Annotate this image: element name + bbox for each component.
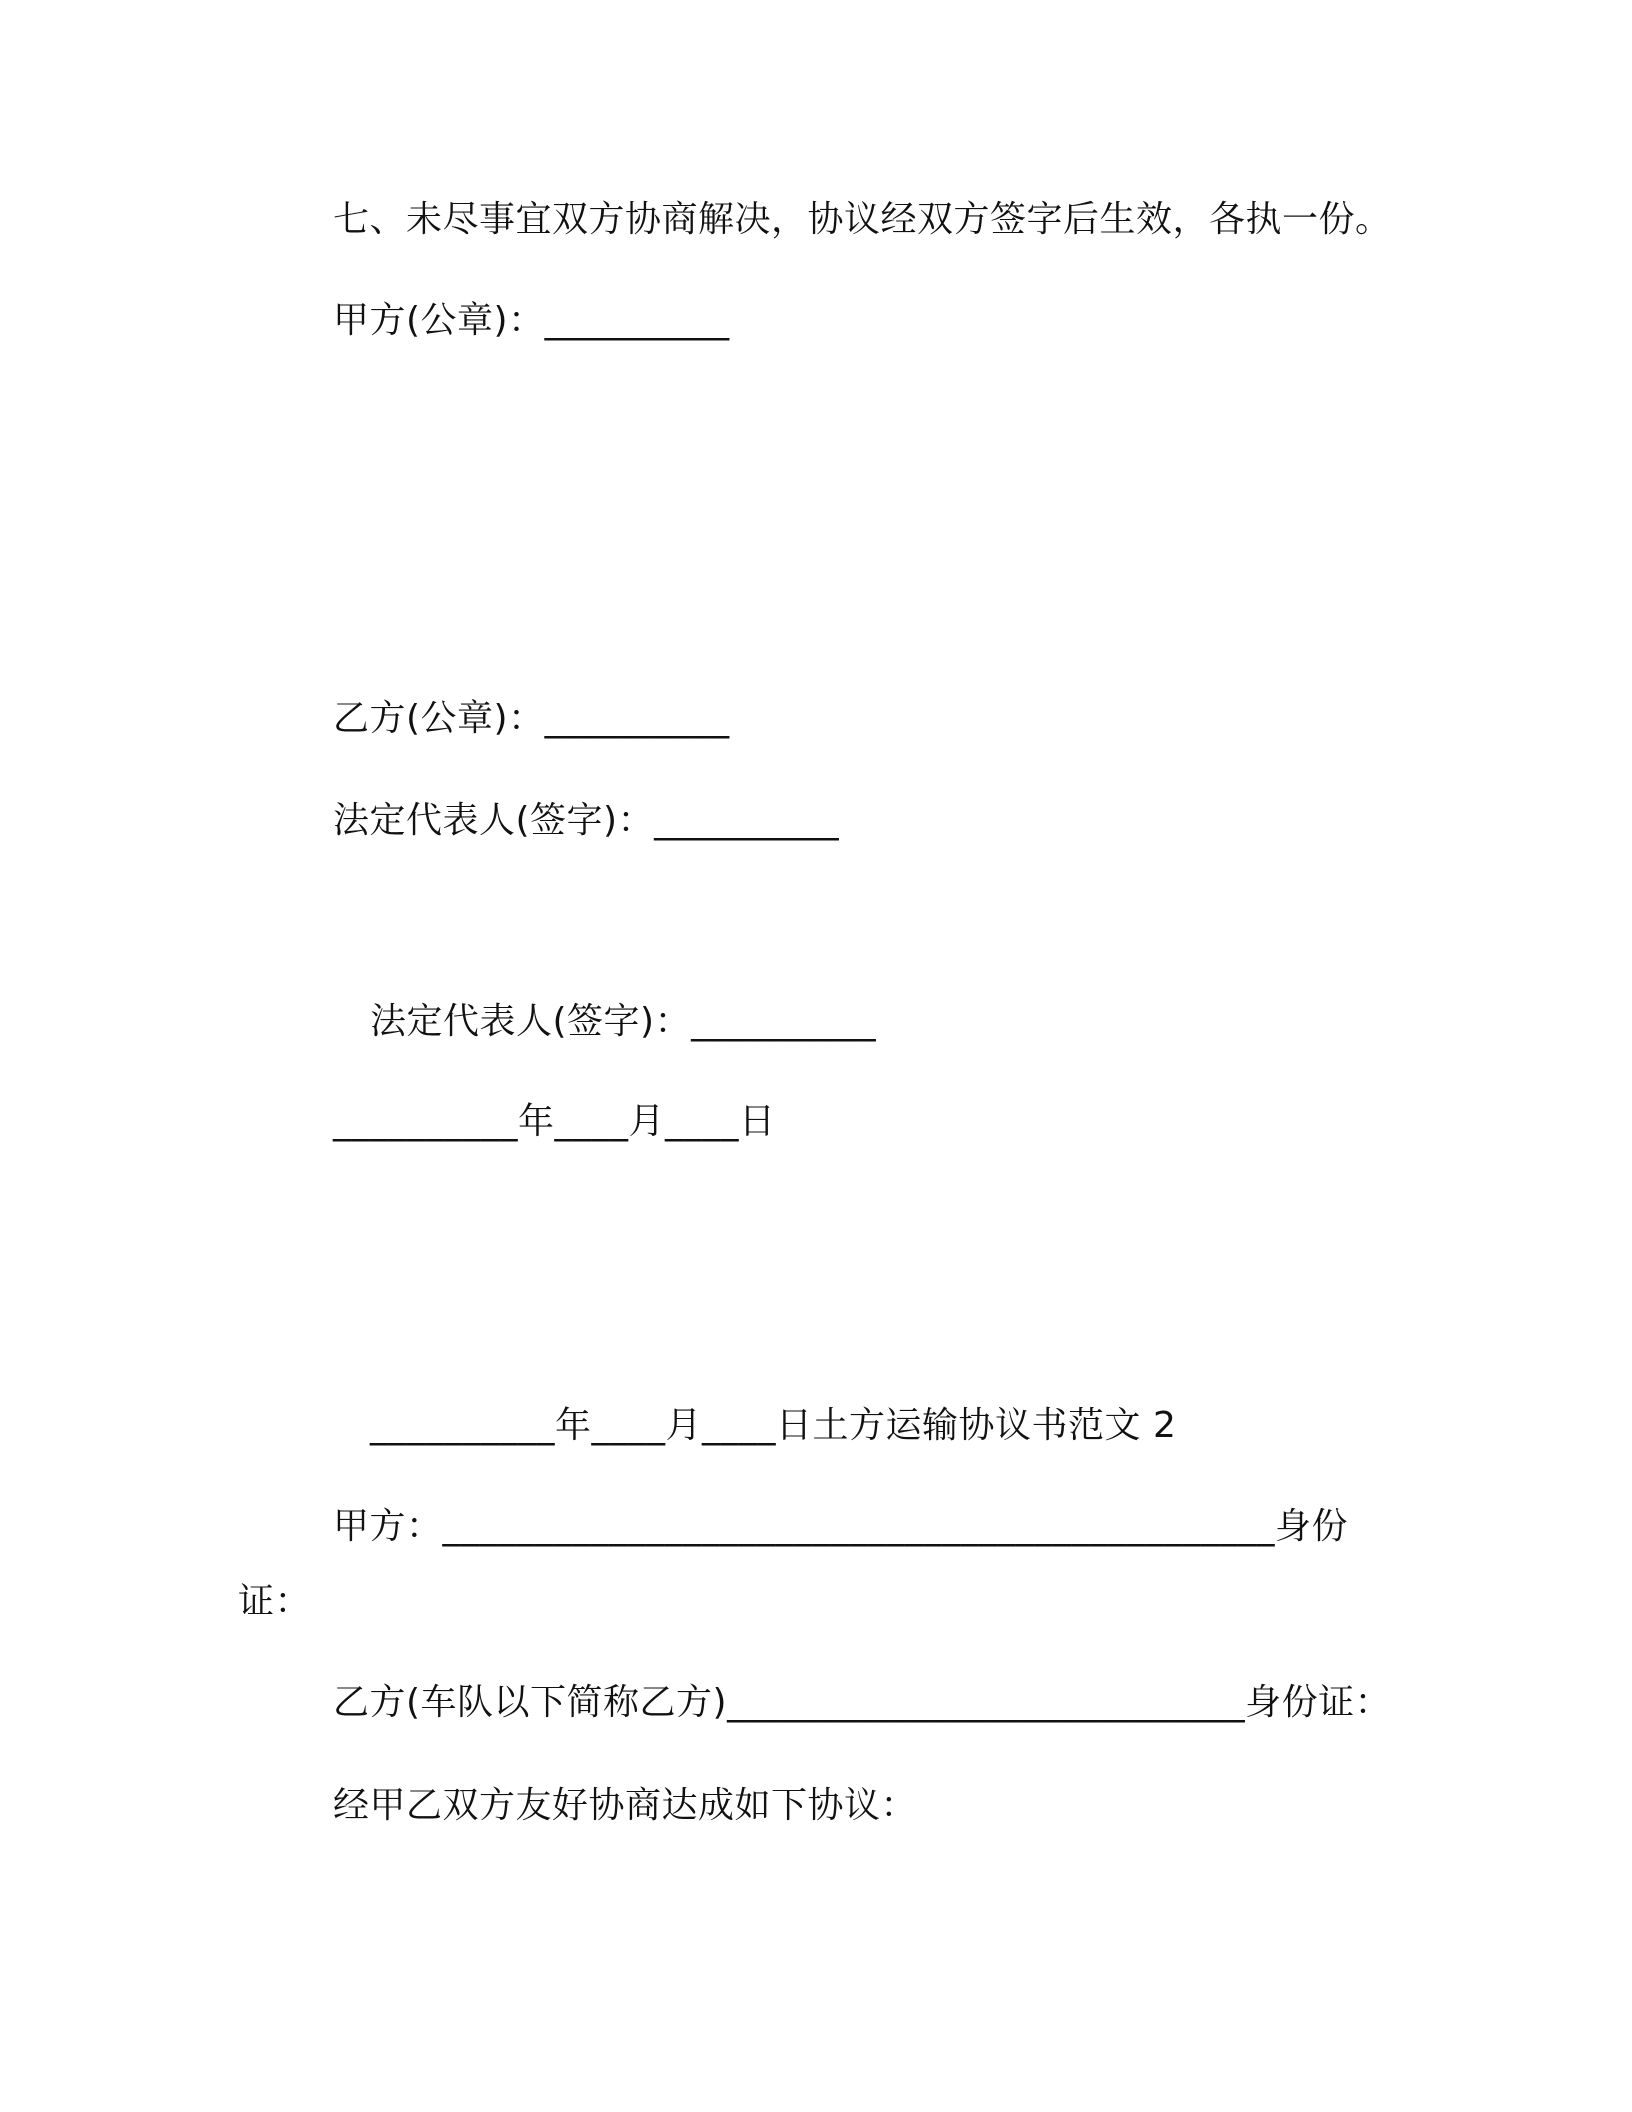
agreement-intro-text: 经甲乙双方友好协商达成如下协议： <box>333 1785 918 1826</box>
date-line: __________年____月____日 <box>333 1101 776 1142</box>
party-a-seal-line: 甲方(公章)：__________ <box>333 300 730 341</box>
legal-representative-signature-line: 法定代表人(签字)：__________ <box>333 800 840 841</box>
party-a-id-line: 甲方：_____________________________________________身份 <box>333 1506 1349 1547</box>
party-a-id-wrap: 证： <box>238 1581 312 1622</box>
date-and-section-title: __________年____月____日土方运输协议书范文 2 <box>370 1405 1177 1446</box>
party-b-seal-line: 乙方(公章)：__________ <box>333 698 730 739</box>
clause-7-text: 七、未尽事宜双方协商解决，协议经双方签字后生效，各执一份。 <box>333 199 1392 240</box>
legal-representative-signature-line-indented: 法定代表人(签字)：__________ <box>370 1001 877 1042</box>
party-b-id-line: 乙方(车队以下简称乙方)____________________________身份证： <box>333 1682 1392 1723</box>
